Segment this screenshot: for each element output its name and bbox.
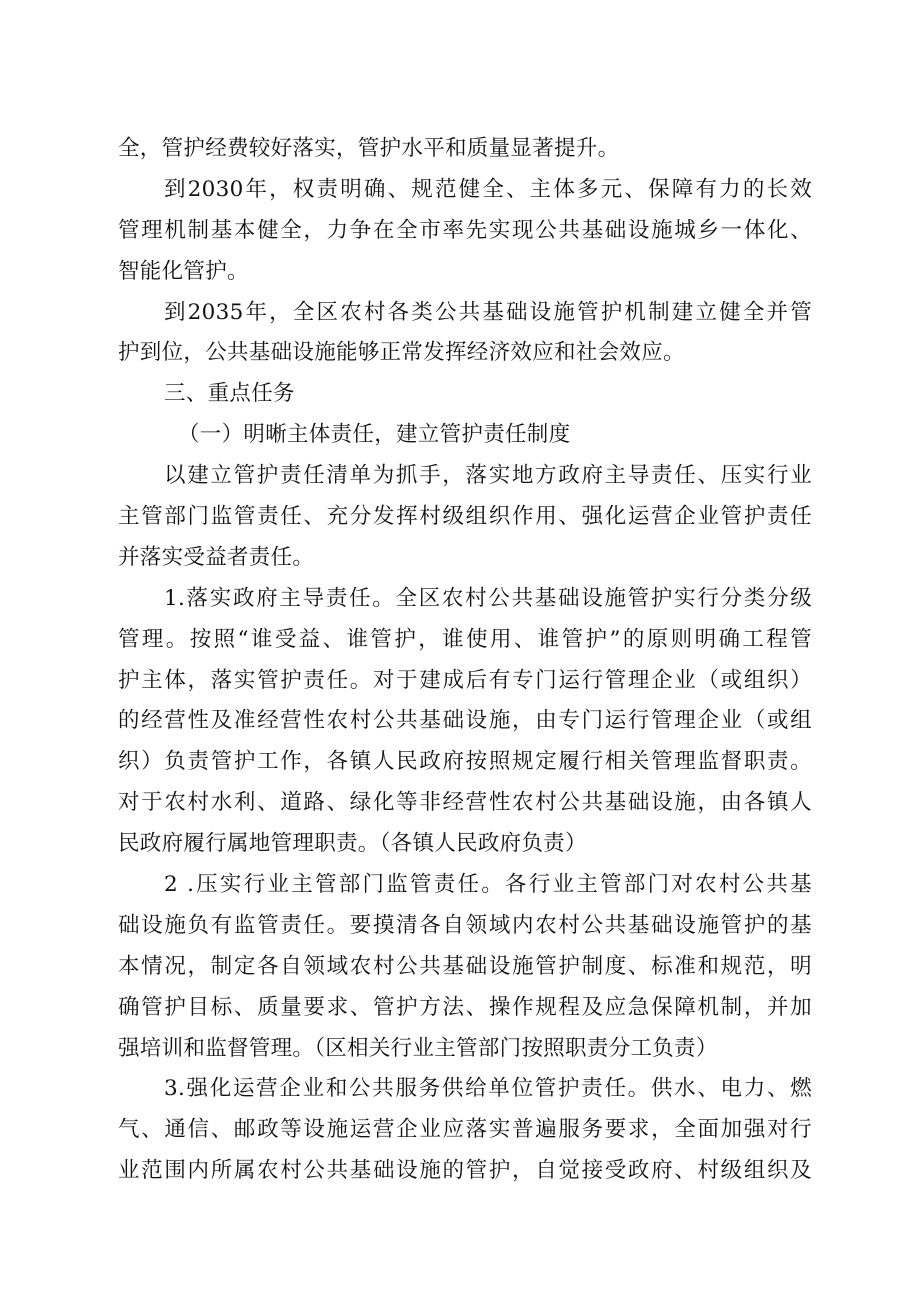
paragraph-line: 以建立管护责任清单为抓手，落实地方政府主导责任、压实行业 xyxy=(164,463,812,489)
paragraph-line: 主管部门监管责任、充分发挥村级组织作用、强化运营企业管护责任 xyxy=(118,504,812,530)
paragraph-line: 气、通信、邮政等设施运营企业应落实普遍服务要求，全面加强对行 xyxy=(118,1117,812,1143)
paragraph-line: 础设施负有监管责任。要摸清各自领域内农村公共基础设施管护的基 xyxy=(118,912,812,938)
paragraph-line: 护到位，公共基础设施能够正常发挥经济效应和社会效应。 xyxy=(118,340,685,366)
paragraph-line: 3.强化运营企业和公共服务供给单位管护责任。供水、电力、燃 xyxy=(164,1076,812,1102)
paragraph-line: 管理。按照“谁受益、谁管护，谁使用、谁管护”的原则明确工程管 xyxy=(118,626,812,652)
subsection-heading: （一）明晰主体责任，建立管护责任制度 xyxy=(178,422,571,448)
paragraph-line: 智能化管护。 xyxy=(118,258,249,284)
paragraph-line: 全，管护经费较好落实，管护水平和质量显著提升。 xyxy=(118,136,620,161)
paragraph-line: 护主体，落实管护责任。对于建成后有专门运行管理企业（或组织） xyxy=(118,667,812,693)
section-heading: 三、重点任务 xyxy=(164,381,295,407)
paragraph-line: 业范围内所属农村公共基础设施的管护，自觉接受政府、村级组织及 xyxy=(118,1158,812,1184)
paragraph-line: 1.落实政府主导责任。全区农村公共基础设施管护实行分类分级 xyxy=(164,585,812,611)
document-page xyxy=(118,129,812,1192)
paragraph-line: 2 .压实行业主管部门监管责任。各行业主管部门对农村公共基 xyxy=(164,872,812,898)
paragraph-line: 的经营性及准经营性农村公共基础设施，由专门运行管理企业（或组 xyxy=(118,708,812,734)
paragraph-line: 强培训和监督管理。（区相关行业主管部门按照职责分工负责） xyxy=(118,1035,718,1061)
paragraph-line: 并落实受益者责任。 xyxy=(118,544,315,570)
paragraph-line: 本情况，制定各自领域农村公共基础设施管护制度、标准和规范，明 xyxy=(118,953,812,979)
paragraph-line: 到2035年，全区农村各类公共基础设施管护机制建立健全并管 xyxy=(164,299,812,325)
paragraph-line: 织）负责管护工作，各镇人民政府按照规定履行相关管理监督职责。 xyxy=(118,749,812,775)
paragraph-line: 对于农村水利、道路、绿化等非经营性农村公共基础设施，由各镇人 xyxy=(118,790,812,816)
paragraph-line: 确管护目标、质量要求、管护方法、操作规程及应急保障机制，并加 xyxy=(118,994,812,1020)
paragraph-line: 民政府履行属地管理职责。（各镇人民政府负责） xyxy=(118,831,587,857)
paragraph-line: 到2030年，权责明确、规范健全、主体多元、保障有力的长效 xyxy=(164,176,812,202)
paragraph-line: 管理机制基本健全，力争在全市率先实现公共基础设施城乡一体化、 xyxy=(118,217,812,243)
